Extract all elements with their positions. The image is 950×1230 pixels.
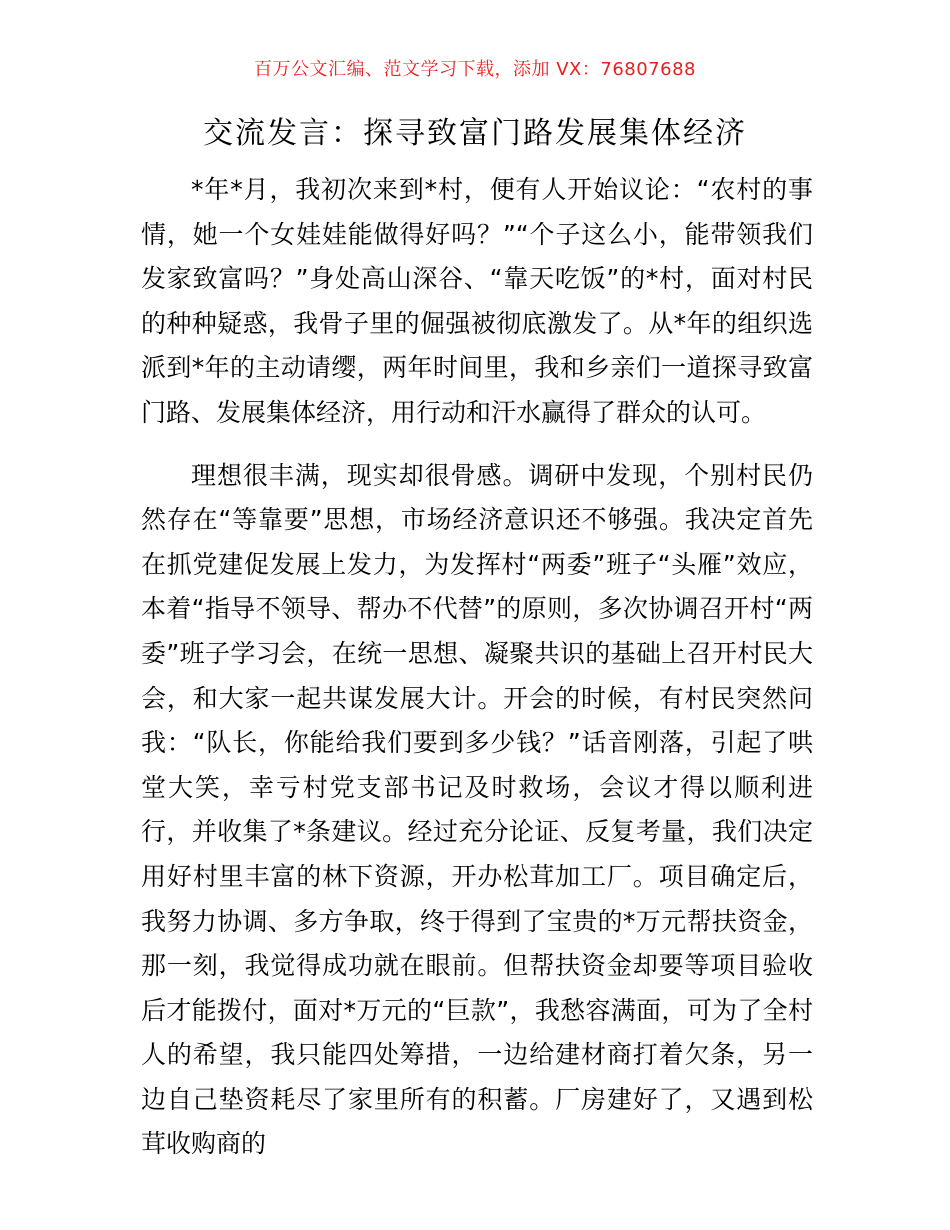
- document-body: [141, 168, 813, 1167]
- header-banner: 百万公文汇编、范文学习下载，添加 VX：76807688: [254, 59, 696, 80]
- body-paragraph: 理想很丰满，现实却很骨感。调研中发现，个别村民仍然存在“等靠要”思想，市场经济意识还不够强。我决定首先在抓党建促发展上发力，为发挥村“两委”班子“头雁”效应，本着“指导不领导、帮办不代替”的原则，多次协调召开村“两委”班子学习会，在统一思想、凝聚共识的基础上召开村民大会，和大家一起共谋发展大计。开会的时候，有村民突然问我：“队长，你能给我们要到多少钱？”话音刚落，引起了哄堂大笑，幸亏村党支部书记及时救场，会议才得以顺利进行，并收集了*条建议。经过充分论证、反复考量，我们决定用好村里丰富的林下资源，开办松茸加工厂。项目确定后，我努力协调、多方争取，终于得到了宝贵的*万元帮扶资金，那一刻，我觉得成功就在眼前。但帮扶资金却要等项目验收后才能拨付，面对*万元的“巨款”，我愁容满面，可为了全村人的希望，我只能四处筹措，一边给建材商打着欠条，另一边自己垫资耗尽了家里所有的积蓄。厂房建好了，又遇到松茸收购商的: [141, 460, 813, 1159]
- document-title: 交流发言：探寻致富门路发展集体经济: [203, 116, 747, 151]
- body-paragraph: *年*月，我初次来到*村，便有人开始议论：“农村的事情，她一个女娃娃能做得好吗？”“个子这么小，能带领我们发家致富吗？”身处高山深谷、“靠天吃饭”的*村，面对村民的种种疑惑，我骨子里的倔强被彻底激发了。从*年的组织选派到*年的主动请缨，两年时间里，我和乡亲们一道探寻致富门路、发展集体经济，用行动和汗水赢得了群众的认可。: [141, 175, 813, 427]
